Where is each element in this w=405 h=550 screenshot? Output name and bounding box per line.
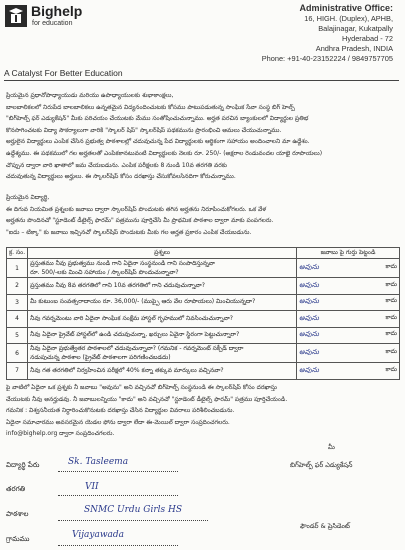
question-cell [28, 278, 297, 295]
signoff-yours: మీ [328, 443, 335, 451]
table-row [7, 344, 400, 363]
instruction-line: ఈ దిగువ నియమిత ప్రశ్నలకు జవాబు ద్వారా స్కాలర్‌షిప్ పొందుటకు తగిన అర్హతను నిరూపించుకోగలరు. ఒక వేళ [6, 205, 267, 213]
question-cell [28, 327, 297, 344]
question-cell [28, 311, 297, 328]
answer-cell[interactable] [297, 311, 400, 328]
school-line [58, 520, 208, 521]
address-line: Hyderabad - 72 [342, 34, 393, 43]
bighelp-logo-icon [5, 5, 27, 27]
answer-cell[interactable] [297, 259, 400, 278]
brand-subtitle: for education [32, 20, 73, 27]
class-label: తరగతి [6, 485, 26, 493]
school-field[interactable]: SNMC Urdu Girls HS [84, 505, 183, 515]
village-line [58, 545, 178, 546]
question-cell [28, 294, 297, 311]
col-question-header: ప్రశ్నలు [28, 248, 297, 259]
office-title: Administrative Office: [299, 3, 393, 13]
answer-cell[interactable] [297, 278, 400, 295]
intro-line: ఉద్దేశ్యము. ఈ పథకములో గల అర్హతలతో ఎంపికకానటువంటి విద్యార్థులకు నెలకు రూ. 250/- (అక్షరాల రెండువందల యాభై రూపాయలు) [6, 149, 323, 157]
table-row [7, 363, 400, 380]
header-divider [4, 80, 399, 81]
office-address [262, 2, 393, 64]
question-text: ప్రస్తుతము నీవు ప్రభుత్వము నుండి గాని ఏదైనా సంస్థనుండి గాని సంపాదిస్తున్నవా [30, 260, 215, 267]
answer-yes: అవును [299, 297, 319, 306]
answer-yes: అవును [299, 263, 319, 271]
instruction-line: "ఐదు – టిక్కా" కు జవాబు ఇచ్చినచో స్కాలర్‌షిప్ పొందుటకు మీకు గల అర్హత ప్రకారం ఎంపిక చేయబడును. [6, 228, 252, 236]
col-answer-header: జవాబు పై గుర్తు పెట్టండి [297, 248, 400, 259]
question-text: నీవు ఏదైనా ప్రైవేట్ హాస్టల్‌లో ఉండి చదువుచున్నా, ఖర్చులు ఏవైనా స్థిరంగా పెట్టుచున్నారా? [30, 331, 240, 339]
name-label: విద్యార్థి పేరు [6, 461, 40, 469]
intro-paragraph [6, 90, 399, 183]
answer-yes: అవును [299, 365, 319, 374]
table-header-row [7, 248, 400, 259]
intro-line: "బిగ్‌హెల్ప్ ఫర్ ఎడ్యుకేషన్" మీకు పరిచయం చేయుటకు మేము సంతోషించుచున్నాము. అర్హత పరచిన బ్యాంకులలో విద్యార్థుల ప్రతిభ [6, 115, 309, 123]
col-number-header: క్ర. సం. [7, 248, 28, 259]
intro-line: ప్రియమైన ప్రధానోపాధ్యాయుడు మరియు ఉపాధ్యాయులకు శుభాకాంక్షలు, [6, 92, 174, 99]
village-label: గ్రామము [6, 535, 30, 543]
table-row [7, 278, 400, 295]
brand-name: Bighelp [31, 3, 83, 19]
answer-cell[interactable] [297, 344, 400, 363]
answer-yes: అవును [299, 280, 319, 289]
question-text: నీవు గవర్నమెంటు వారి ఏదైనా సాంఘిక సంక్షేమ హాస్టల్ గృహములో నివసించుచున్నావా? [30, 314, 233, 322]
answer-no: కాదు [385, 365, 397, 373]
question-text: నీవు గత తరగతిలో నిర్వహించిన పరీక్షలో 40% కన్నా తక్కువ మార్కులు వచ్చినవా? [30, 366, 224, 374]
table-row [7, 259, 400, 278]
row-number: 1 [7, 259, 28, 278]
row-number: 5 [7, 327, 28, 344]
instruction-line: అర్హతను పొందినచో "స్టూడెంట్ డీటైల్స్ ఫారమ్" పత్రమును పూర్తిచేసి మీ ప్రాథమిక పాఠశాల ద్వారా మాకు పంపగలరు. [6, 217, 274, 225]
signoff-org: బిగ్‌హెల్ప్ ఫర్ ఎడ్యుకేషన్ [290, 461, 353, 469]
question-cell [28, 363, 297, 380]
eligibility-table [6, 247, 400, 380]
name-line [58, 471, 178, 472]
answer-no: కాదు [385, 330, 397, 338]
student-greeting: ప్రియమైన విద్యార్థి, [6, 194, 50, 201]
intro-line: కొనసాగించటకు విద్యా సౌకర్యాలుగా వారికి "స్కాలర్ షిప్" స్కాలర్‌షిప్ పథకమును ప్రారంభించి అమలు చేయుచున్నాము. [6, 126, 282, 134]
answer-no: కాదు [385, 297, 397, 305]
tagline: A Catalyst For Better Education [4, 68, 123, 78]
answer-no: కాదు [385, 263, 397, 270]
table-row [7, 294, 400, 311]
row-number: 2 [7, 278, 28, 295]
village-field[interactable]: Vijayawada [72, 530, 125, 540]
question-text-cont: రూ. 500/-లకు మించి సహాయం / స్కాలర్‌షిప్ పొందుచున్నావా? [30, 269, 179, 276]
address-line: Balajinagar, Kukatpally [318, 24, 393, 33]
answer-no: కాదు [385, 280, 397, 288]
closing-paragraph [6, 382, 399, 440]
closing-line: ఏదైనా సమాచారము అవసరమైన యెడల ఫోను ద్వారా లేదా ఈ-మెయిల్ ద్వారా సంప్రదించగలరు. [6, 418, 230, 426]
closing-line: చేయుటకు నీవు అనర్హుడవు. నీ జవాబులన్నియు "కాదు" అని వచ్చినచో "స్టూడెంట్ డీటైల్స్ ఫారమ్" పత్రము పూర్తిచేయండి. [6, 395, 288, 403]
contact-email: info@bighelp.org ద్వారా సంప్రదించగలరు. [6, 430, 115, 438]
intro-line: బాలబాలికలలో నిరుపేద బాలబాలికలు ఉన్నతమైన విద్యనందించుటకు కోసము పాటుపడుతున్న సాంఘిక సేవా సంస్థ బిగ్ హెల్ప్ [6, 103, 295, 111]
answer-yes: అవును [299, 313, 319, 322]
class-line [58, 495, 178, 496]
answer-cell[interactable] [297, 294, 400, 311]
class-field[interactable]: VII [85, 482, 99, 492]
intro-line: చొప్పున ద్వారా వారి ఖాతాలో జమ చేయబడును. ఎంపిక పరీక్షలకు 8 నుండి 10వ తరగతి వరకు [6, 161, 228, 169]
signoff-title: ఫౌండర్ & ప్రెసిడెంట్ [300, 522, 350, 530]
intro-line: చదువుతున్న విద్యార్థులు అర్హులు. ఈ స్కాలర్‌షిప్ కోసం దరఖాస్తు చేసుకోవలసినదిగా కోరుచున్నాము. [6, 173, 236, 181]
answer-yes: అవును [299, 348, 319, 356]
closing-line: గమనిక : విశ్వసనీయత నిర్ధారించుకొనుటకు దరఖాస్తు చేసిన విద్యార్థుల వివరాలు పరిశీలించబడును. [6, 407, 235, 415]
row-number: 3 [7, 294, 28, 311]
question-text: నీవు ఏదైనా ప్రభుత్వేతర పాఠశాలలో చదువుచున్నావా? (గమనిక - గవర్నమెంట్ సక్సీడ్ ద్వారా [30, 345, 244, 352]
answer-no: కాదు [385, 313, 397, 321]
answer-yes: అవును [299, 330, 319, 339]
address-line: 16, HIGH. (Duplex), APHB, [304, 14, 393, 23]
question-text: ప్రస్తుతము నీవు 8వ తరగతిలో గాని 10వ తరగతిలో గాని చదువుచున్నావా? [30, 281, 205, 289]
question-cell [28, 259, 297, 278]
table-row [7, 311, 400, 328]
student-instructions [6, 192, 399, 238]
answer-cell[interactable] [297, 363, 400, 380]
phone-line: Phone: +91-40-23152224 / 9849757705 [261, 54, 393, 63]
closing-line: పై వాటిలో ఏదైనా ఒక ప్రశ్నకు నీ జవాబు "అవును" అని వచ్చినచో బిగ్‌హెల్ప్ సంస్థనుండి ఈ స్కాలర్‌షిప్ కోసం దరఖాస్తు [6, 384, 277, 391]
answer-no: కాదు [385, 348, 397, 355]
row-number: 4 [7, 311, 28, 328]
question-cell [28, 344, 297, 363]
intro-line: అర్హులైన విద్యార్థులు ఎంపిక చేసిన ప్రభుత్వ పాఠశాలల్లో చదువుచున్న పేద విద్యార్థులకు ఆర్థికంగా సహాయం అందించాలని మా ఉద్దేశం. [6, 138, 310, 146]
answer-cell[interactable] [297, 327, 400, 344]
table-row [7, 327, 400, 344]
school-label: పాఠశాల [6, 510, 29, 518]
question-text: మీ కుటుంబ సంవత్సరాదాయం రూ. 36,000/- (ముప్పై ఆరు వేల రూపాయలు) మించియున్నదా? [30, 298, 256, 306]
row-number: 6 [7, 344, 28, 363]
row-number: 7 [7, 363, 28, 380]
name-field[interactable]: Sk. Tasleema [68, 457, 129, 467]
question-text-cont: నడుపుచున్న పాఠశాల (ప్రైవేట్ పాఠశాలగా పరిగణించబడదు) [30, 354, 171, 361]
address-line: Andhra Pradesh, INDIA [315, 44, 393, 53]
